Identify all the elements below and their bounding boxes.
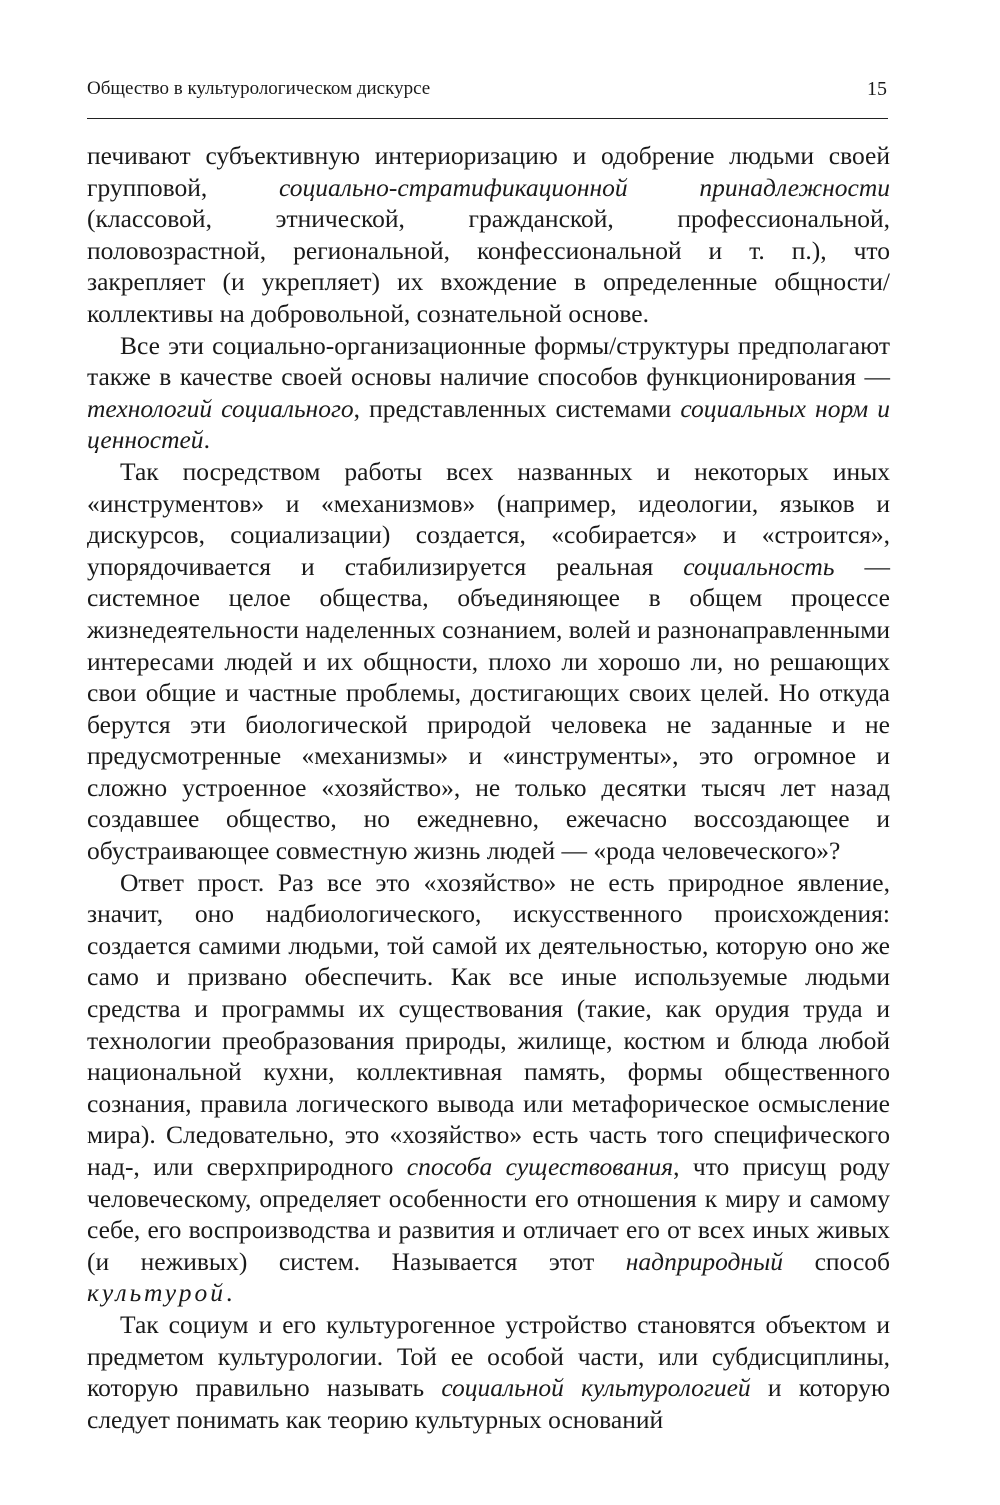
italic-term: социальность	[683, 551, 835, 581]
header-divider	[87, 118, 888, 119]
italic-term: технологий социального	[87, 393, 354, 423]
paragraph-text: .	[203, 425, 210, 455]
paragraph-text: — системное целое общества, объединяющее в общем процессе жизнедеятельности наделенных сознанием, волей и разнонаправленными интересами людей и их общности, плохо ли хорошо ли, но решающих свои общие и частные проблемы, достигающих своих целей. Но откуда берутся эти биологической природой человека не заданные и не предусмотренные «механизмы» и «инструменты», это огромное и сложно устроенное «хозяйство», не только десятки тысяч лет назад создавшее общество, но ежедневно, ежечасно воссоздающее и обустраивающее совместную жизнь людей — «рода человеческого»?	[87, 551, 891, 866]
italic-term: социальной культурологией	[441, 1373, 751, 1403]
paragraph-text: способ	[783, 1246, 890, 1276]
paragraph-5	[87, 1309, 890, 1435]
italic-spaced-term: культурой	[87, 1278, 226, 1308]
paragraph-4	[87, 867, 890, 1309]
paragraph-text: Все эти социально-организационные формы/структуры предполагают также в качестве своей основы наличие способов функционирования —	[87, 330, 890, 392]
paragraph-3	[87, 456, 890, 867]
paragraph-text: (классовой, этнической, гражданской, профессиональной, половозрастной, региональной, конфессиональной и т. п.), что закрепляет (и укрепляет) их вхождение в определенные общности/коллективы на добровольной, сознательной основе.	[87, 204, 890, 328]
paragraph-2	[87, 330, 890, 456]
running-header	[87, 76, 887, 102]
italic-term: способа существования	[406, 1152, 674, 1181]
paragraph-text: и которую следует понимать как теорию культурных оснований	[87, 1373, 890, 1434]
paragraph-text: Так социум и его культурогенное устройство становятся объектом и предметом культурологии. Той ее особой части, или субдисциплины, которую правильно называть	[87, 1309, 890, 1403]
italic-term: надприродный	[625, 1246, 784, 1276]
body-text	[87, 140, 890, 1435]
paragraph-text: печивают субъективную интериоризацию и одобрение людьми своей групповой,	[87, 141, 890, 202]
paragraph-text: , представленных системами	[353, 393, 681, 423]
paragraph-text: , что присущ роду человеческому, определяет особенности его отношения к миру и самому себе, его воспроизводства и развития и отличает его от всех иных живых (и неживых) систем. Называется этот	[87, 1152, 890, 1276]
page-number: 15	[867, 78, 887, 100]
italic-term: социально-стратификационной принадлежности	[279, 172, 890, 202]
paragraph-text: .	[225, 1278, 233, 1308]
running-title: Общество в культурологическом дискурсе	[87, 78, 431, 99]
italic-term: социальных норм и ценностей	[87, 393, 890, 455]
paragraph-text: Так посредством работы всех названных и некоторых иных «инструментов» и «механизмов» (например, идеологии, языков и дискурсов, социализации) создается, «собирается» и «строится», упорядочивается и стабилизируется реальная	[87, 456, 890, 581]
paragraph-text: Ответ прост. Раз все это «хозяйство» не есть природное явление, значит, оно надбиологического, искусственного происхождения: создается самими людьми, той самой их деятельностью, которую оно же само и призвано обеспечить. Как все иные используемые людьми средства и программы их существования (такие, как орудия труда и технологии преобразования природы, жилище, костюм и блюда любой национальной кухни, коллективная память, формы общественного сознания, правила логического вывода или метафорическое осмысление мира). Следовательно, это «хозяйство» есть часть того специфического над-, или сверхприродного	[87, 867, 890, 1181]
paragraph-1	[87, 140, 890, 330]
